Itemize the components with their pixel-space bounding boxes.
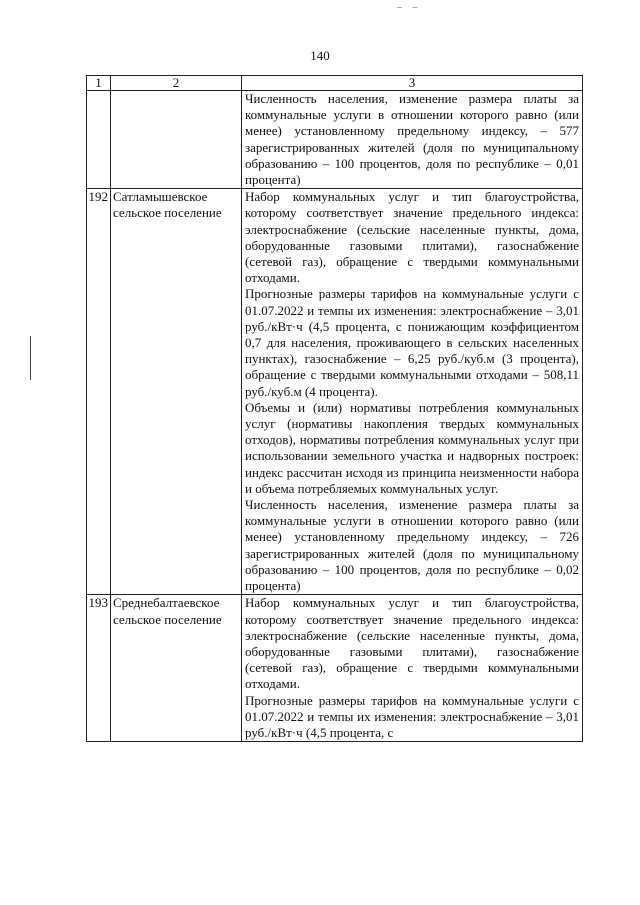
paragraph: Набор коммунальных услуг и тип благоустройства, которому соответствует значение предельного индекса: электроснабжение (сельские населенные пункты, дома, оборудованные газовыми плитами), газоснабжение (сетевой газ), обращение с твердыми коммунальными отходами. <box>245 189 579 286</box>
margin-mark <box>30 336 31 380</box>
paragraph: Численность населения, изменение размера платы за коммунальные услуги в отношении которого равно (или менее) установленному предельному индексу, – 577 зарегистрированных жителей (доля по муниципальному образованию – 100 процентов, доля по республике – 0,01 процента) <box>245 91 579 188</box>
paragraph: Прогнозные размеры тарифов на коммунальные услуги с 01.07.2022 и темпы их изменения: электроснабжение – 3,01 руб./кВт·ч (4,5 процента, с понижающим коэффициентом 0,7 для населения, проживающего в сельских населенных пунктах), газоснабжение – 6,25 руб./куб.м (3 процента), обращение с твердыми коммунальными отходами – 508,11 руб./куб.м (4 процента). <box>245 286 579 399</box>
paragraph: Набор коммунальных услуг и тип благоустройства, которому соответствует значение предельного индекса: электроснабжение (сельские населенные пункты, дома, оборудованные газовыми плитами), газоснабжение (сетевой газ), обращение с твердыми коммунальными отходами. <box>245 595 579 692</box>
document-table <box>86 75 583 742</box>
settlement-name <box>111 91 242 189</box>
header-cell: 2 <box>111 76 242 91</box>
header-cell: 1 <box>87 76 111 91</box>
row-number: 193 <box>87 595 111 742</box>
table-row <box>87 189 583 595</box>
row-description <box>242 189 583 595</box>
header-cell: 3 <box>242 76 583 91</box>
table-row <box>87 595 583 742</box>
table-header-row <box>87 76 583 91</box>
paragraph: Численность населения, изменение размера платы за коммунальные услуги в отношении которого равно (или менее) установленному предельному индексу, – 726 зарегистрированных жителей (доля по муниципальному образованию – 100 процентов, доля по республике – 0,02 процента) <box>245 497 579 594</box>
row-description <box>242 91 583 189</box>
settlement-name: Сатламышевское сельское поселение <box>111 189 242 595</box>
paragraph: Прогнозные размеры тарифов на коммунальные услуги с 01.07.2022 и темпы их изменения: электроснабжение – 3,01 руб./кВт·ч (4,5 процента, с <box>245 692 579 740</box>
row-description <box>242 595 583 742</box>
settlement-name: Среднебалтаевское сельское поселение <box>111 595 242 742</box>
paragraph: Объемы и (или) нормативы потребления коммунальных услуг (нормативы накопления твердых коммунальных отходов), нормативы потребления коммунальных услуг при использовании земельного участка и надворных построек: индекс рассчитан исходя из принципа неизменности набора и объема потребляемых коммунальных услуг. <box>245 399 579 496</box>
table-row <box>87 91 583 189</box>
row-number: 192 <box>87 189 111 595</box>
row-number <box>87 91 111 189</box>
page-number: 140 <box>310 48 330 63</box>
top-marks: – – <box>397 2 422 13</box>
